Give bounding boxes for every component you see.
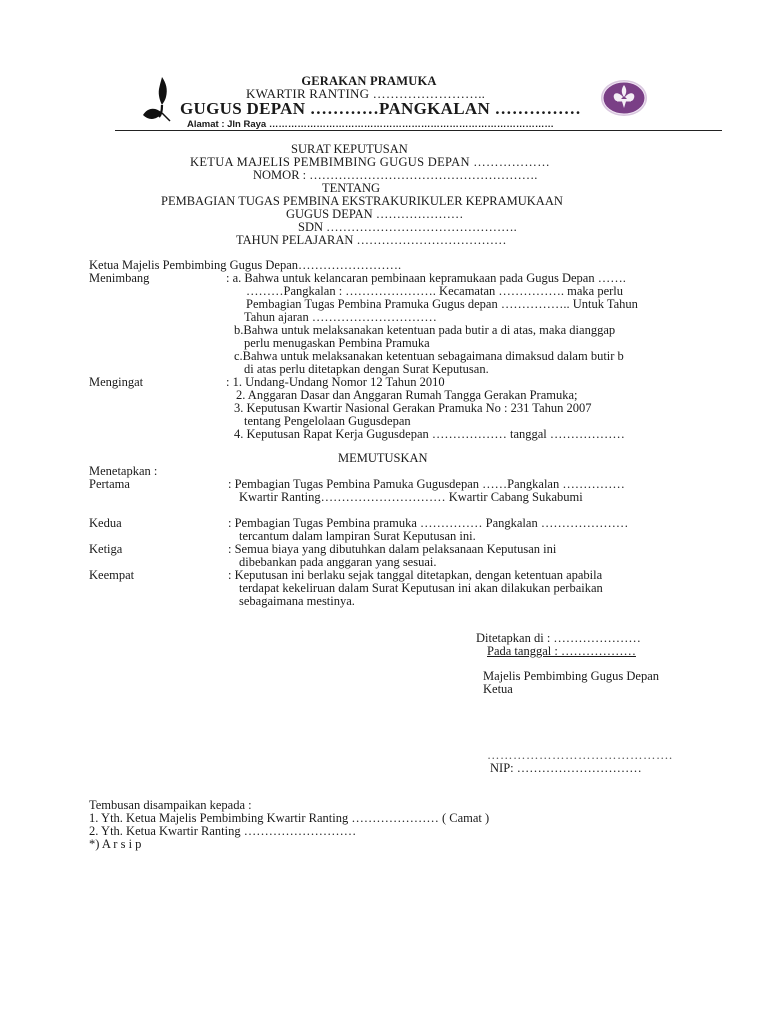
tembusan-item: 1. Yth. Ketua Majelis Pembimbing Kwartir Ranting ………………… ( Camat ) bbox=[89, 811, 490, 825]
pertama-line-1: : Pembagian Tugas Pembina Pamuka Gugusdepan ……Pangkalan …………… bbox=[228, 477, 625, 491]
title-line-2: KETUA MAJELIS PEMBIMBING GUGUS DEPAN ……………… bbox=[190, 155, 551, 169]
pertama-line-2: Kwartir Ranting………………………… Kwartir Cabang Sukabumi bbox=[239, 490, 583, 504]
wosm-emblem-icon bbox=[599, 78, 649, 118]
memutuskan-heading: MEMUTUSKAN bbox=[338, 451, 428, 465]
kwartir-ranting: KWARTIR RANTING …………………….. bbox=[246, 86, 486, 101]
menimbang-c-line-2: di atas perlu ditetapkan dengan Surat Keputusan. bbox=[244, 362, 489, 376]
mengingat-item-1: : 1. Undang-Undang Nomor 12 Tahun 2010 bbox=[226, 375, 445, 389]
signatory-nip: NIP: ………………………… bbox=[490, 761, 642, 775]
mengingat-item-3-line-1: 3. Keputusan Kwartir Nasional Gerakan Pramuka No : 231 Tahun 2007 bbox=[234, 401, 592, 415]
kedua-line-2: tercantum dalam lampiran Surat Keputusan ini. bbox=[239, 529, 476, 543]
pertama-label: Pertama bbox=[89, 477, 130, 491]
title-line-1: SURAT KEPUTUSAN bbox=[291, 142, 408, 156]
letterhead-divider bbox=[115, 130, 722, 131]
ketiga-line-1: : Semua biaya yang dibutuhkan dalam pelaksanaan Keputusan ini bbox=[228, 542, 557, 556]
kedua-line-1: : Pembagian Tugas Pembina pramuka …………… Pangkalan ………………… bbox=[228, 516, 629, 530]
menimbang-a-line-4: Tahun ajaran ………………………… bbox=[244, 310, 437, 324]
keempat-label: Keempat bbox=[89, 568, 135, 582]
menimbang-b-line-1: b.Bahwa untuk melaksanakan ketentuan pada butir a di atas, maka dianggap bbox=[234, 323, 616, 337]
tembusan-item: 2. Yth. Ketua Kwartir Ranting ……………………… bbox=[89, 824, 357, 838]
menimbang-a-line-3: Pembagian Tugas Pembina Pramuka Gugus depan …………….. Untuk Tahun bbox=[246, 297, 638, 311]
mengingat-item-3-line-2: tentang Pengelolaan Gugusdepan bbox=[244, 414, 411, 428]
menimbang-a-line-2: ………Pangkalan : …………………. Kecamatan ……………. maka perlu bbox=[246, 284, 624, 298]
ketiga-line-2: dibebankan pada anggaran yang sesuai. bbox=[239, 555, 437, 569]
title-line-5: PEMBAGIAN TUGAS PEMBINA EKSTRAKURIKULER KEPRAMUKAAN bbox=[161, 194, 563, 208]
mengingat-item-4: 4. Keputusan Rapat Kerja Gugusdepan ……………… tanggal ……………… bbox=[234, 427, 625, 441]
tembusan-heading: Tembusan disampaikan kepada : bbox=[89, 798, 252, 812]
title-tahun-pelajaran: TAHUN PELAJARAN ……………………………… bbox=[236, 233, 507, 247]
menetapkan-label: Menetapkan : bbox=[89, 464, 158, 478]
signatory-name-line: ……………………………………. bbox=[487, 748, 673, 762]
keempat-line-1: : Keputusan ini berlaku sejak tanggal ditetapkan, dengan ketentuan apabila bbox=[228, 568, 603, 582]
title-tentang: TENTANG bbox=[322, 181, 381, 195]
kedua-label: Kedua bbox=[89, 516, 122, 530]
org-name: GERAKAN PRAMUKA bbox=[301, 74, 437, 88]
menimbang-b-line-2: perlu menugaskan Pembina Pramuka bbox=[244, 336, 430, 350]
ketiga-label: Ketiga bbox=[89, 542, 123, 556]
mengingat-item-2: 2. Anggaran Dasar dan Anggaran Rumah Tangga Gerakan Pramuka; bbox=[236, 388, 578, 402]
menimbang-a-line-1: : a. Bahwa untuk kelancaran pembinaan kepramukaan pada Gugus Depan ……. bbox=[226, 271, 626, 285]
mengingat-label: Mengingat bbox=[89, 375, 144, 389]
menimbang-c-line-1: c.Bahwa untuk melaksanakan ketentuan sebagaimana dimaksud dalam butir b bbox=[234, 349, 624, 363]
signatory-role: Majelis Pembimbing Gugus Depan bbox=[483, 669, 660, 683]
signatory-title: Ketua bbox=[483, 682, 513, 696]
keempat-line-3: sebagaimana mestinya. bbox=[239, 594, 355, 608]
ditetapkan-di: Ditetapkan di : ………………… bbox=[476, 631, 641, 645]
menimbang-label: Menimbang bbox=[89, 271, 150, 285]
title-nomor: NOMOR : ………………………………………………. bbox=[253, 168, 538, 182]
gugus-depan-heading: GUGUS DEPAN …………PANGKALAN …………… bbox=[180, 99, 582, 118]
title-gugus-depan: GUGUS DEPAN ………………… bbox=[286, 207, 464, 221]
title-sdn: SDN ………………………………………. bbox=[298, 220, 517, 234]
keempat-line-2: terdapat kekeliruan dalam Surat Keputusan ini akan dilakukan perbaikan bbox=[239, 581, 603, 595]
tembusan-item: *) A r s i p bbox=[89, 837, 142, 851]
intro-line: Ketua Majelis Pembimbing Gugus Depan……………………. bbox=[89, 258, 402, 272]
address: Alamat : Jln Raya ……………………………………………………………………………… bbox=[187, 119, 554, 130]
pada-tanggal: Pada tanggal : ……………… bbox=[487, 644, 636, 658]
